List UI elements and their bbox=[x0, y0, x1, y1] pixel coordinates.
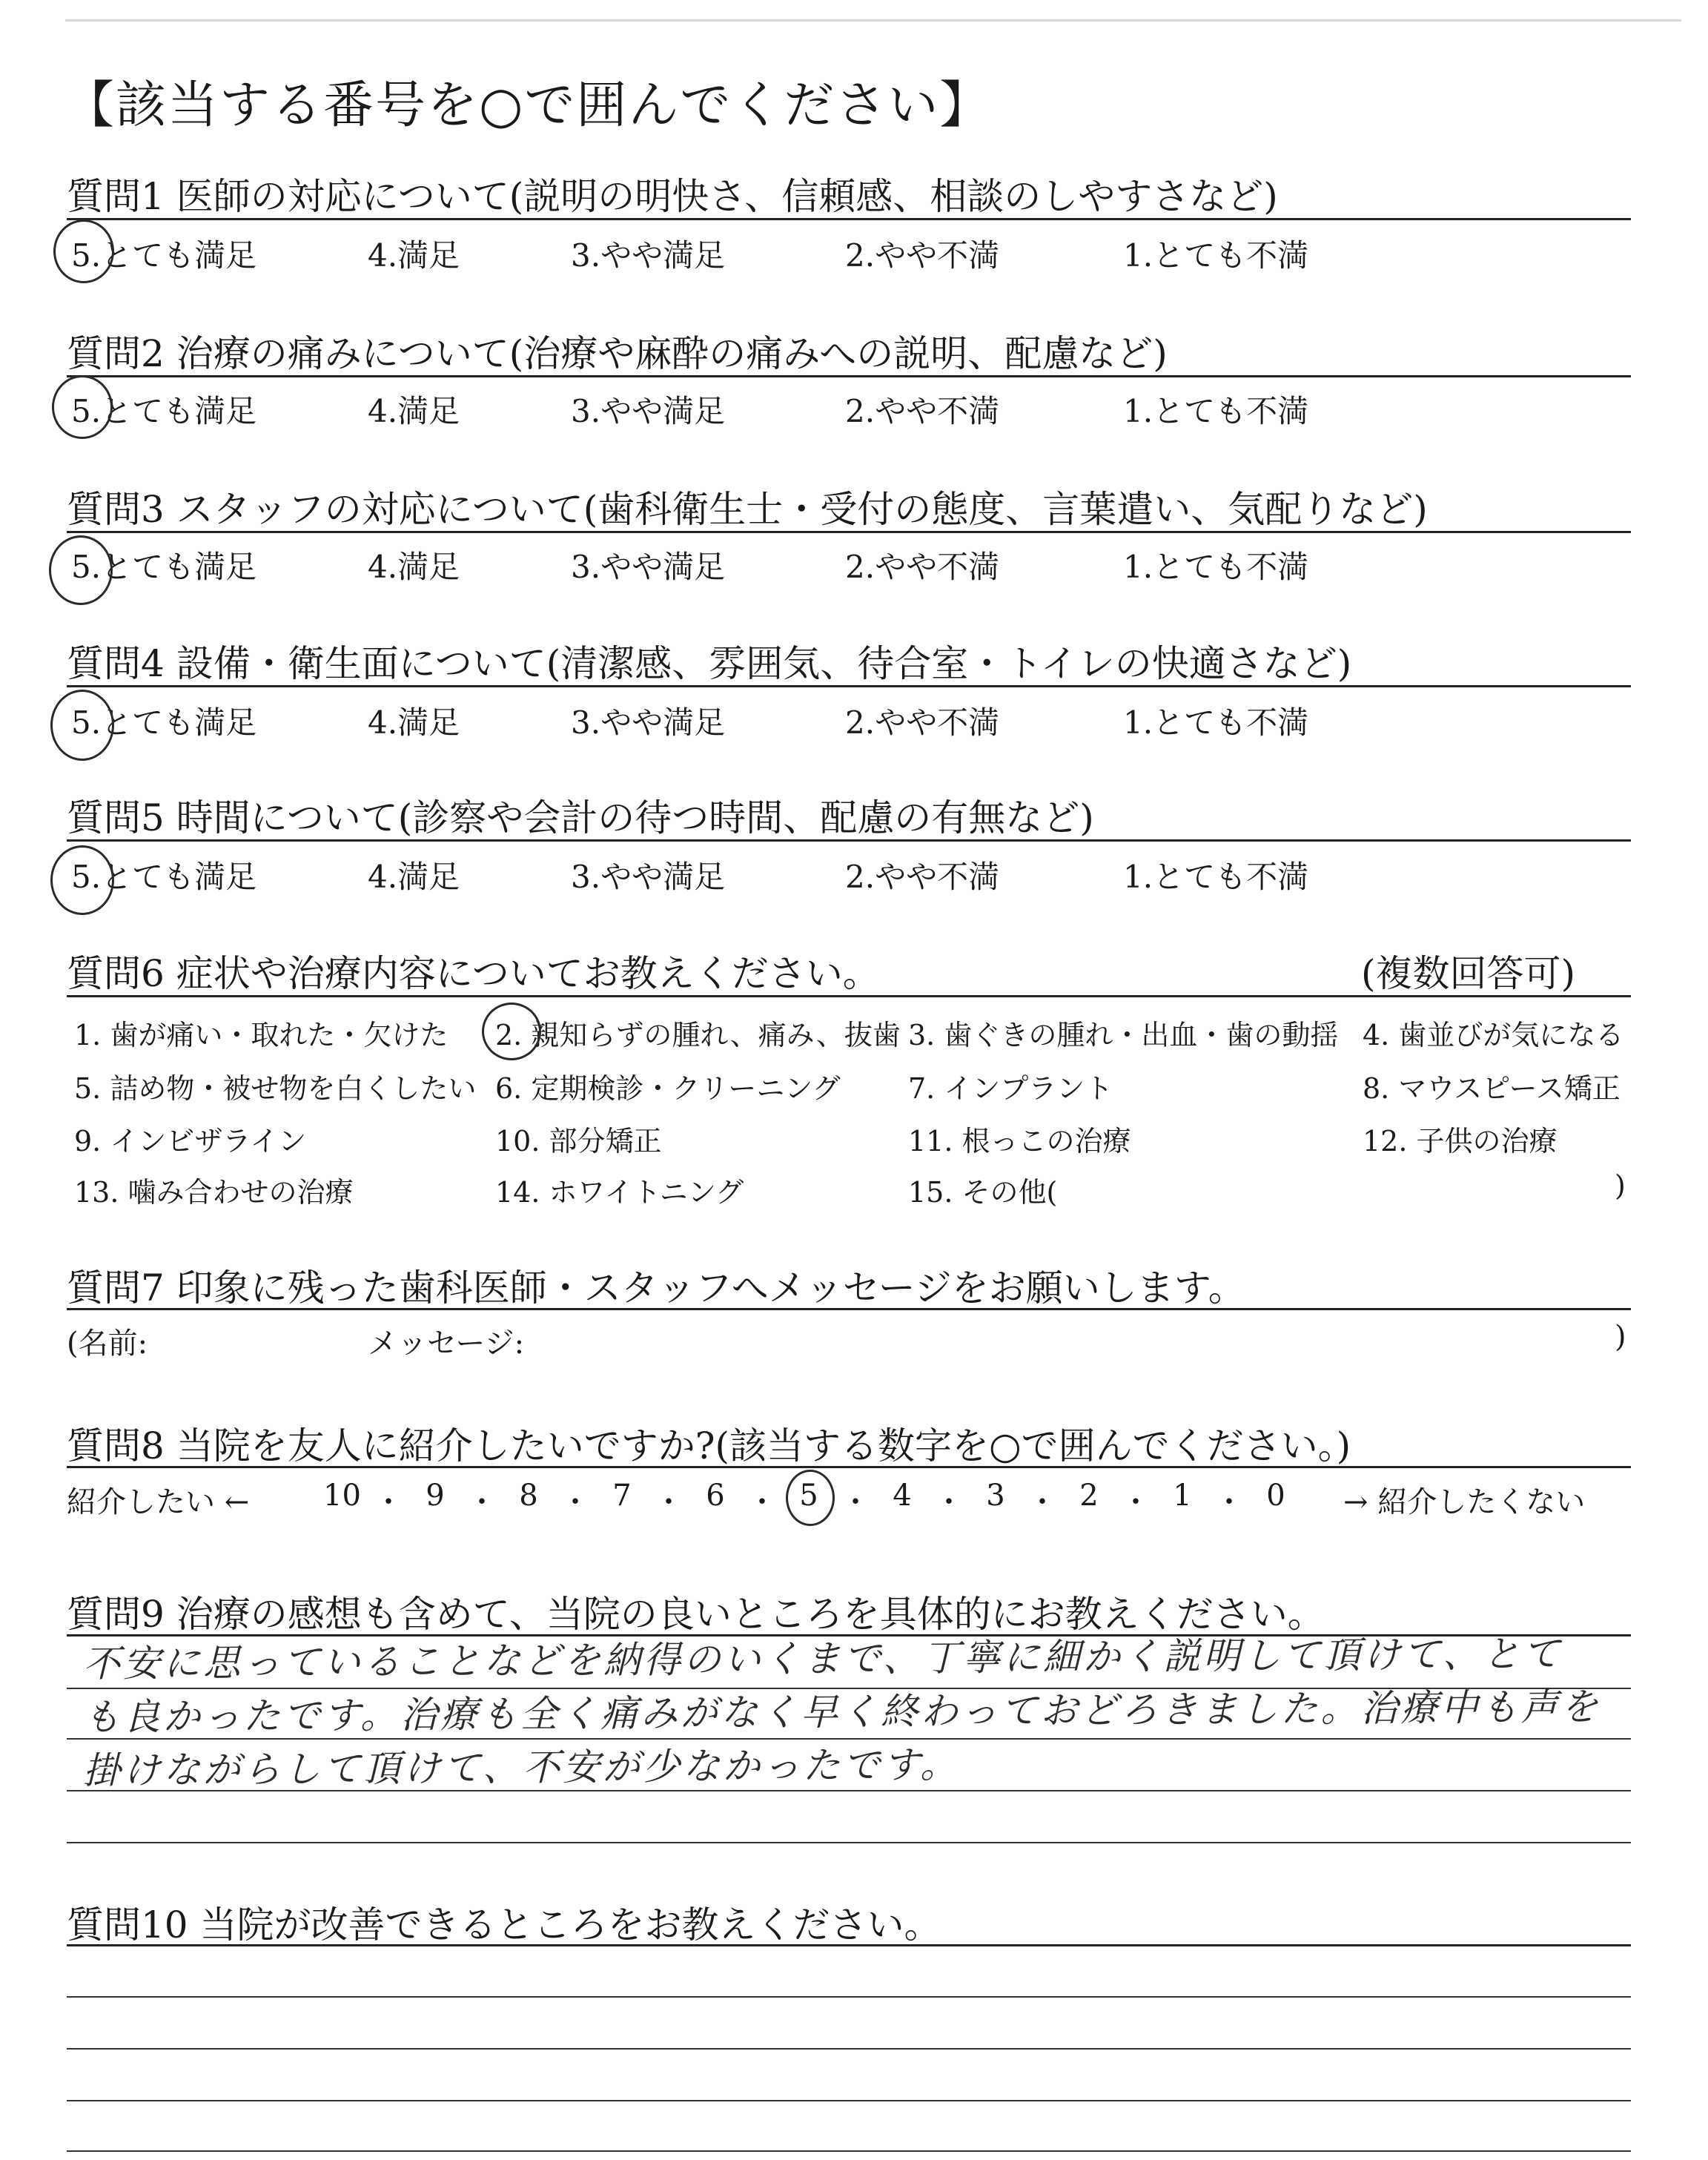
q4-option-3[interactable]: 3.やや満足 bbox=[571, 704, 726, 741]
q8-scale-separator: ・ bbox=[747, 1485, 777, 1519]
q6-item-13[interactable]: 13. 噛み合わせの治療 bbox=[74, 1176, 354, 1209]
q4-title: 質問4 設備・衛生面について(清潔感、雰囲気、待合室・トイレの快適さなど) bbox=[67, 642, 1352, 685]
q5-option-4[interactable]: 4.満足 bbox=[368, 859, 460, 895]
q6-item-2[interactable]: 2. 親知らずの腫れ、痛み、抜歯 bbox=[495, 1019, 901, 1051]
q8-scale-2[interactable]: 2 bbox=[1079, 1479, 1099, 1513]
q6-item-15[interactable]: 15. その他( bbox=[908, 1176, 1058, 1209]
q10-rule-4 bbox=[67, 2100, 1631, 2101]
q4-option-1[interactable]: 1.とても不満 bbox=[1123, 704, 1309, 741]
q4-option-4[interactable]: 4.満足 bbox=[368, 704, 460, 741]
q8-scale-5[interactable]: 5 bbox=[799, 1479, 818, 1513]
q8-rule bbox=[67, 1466, 1631, 1468]
q2-option-5[interactable]: 5.とても満足 bbox=[71, 393, 257, 429]
q8-scale-0[interactable]: 0 bbox=[1266, 1479, 1285, 1513]
q8-scale-7[interactable]: 7 bbox=[612, 1479, 632, 1513]
q8-scale-separator: ・ bbox=[467, 1485, 497, 1519]
q8-right-label: → 紹介したくない bbox=[1343, 1485, 1586, 1519]
q6-title: 質問6 症状や治療内容についてお教えください。 bbox=[67, 952, 880, 995]
q8-answer-circle bbox=[786, 1470, 835, 1526]
q8-scale-6[interactable]: 6 bbox=[706, 1479, 725, 1513]
q3-title: 質問3 スタッフの対応について(歯科衛生士・受付の態度、言葉遣い、気配りなど) bbox=[67, 488, 1428, 531]
q9-answer-line-1: 不安に思っていることなどを納得のいくまで、丁寧に細かく説明して頂けて、とて bbox=[82, 1632, 1563, 1685]
q7-name-label: (名前: bbox=[67, 1327, 148, 1361]
q8-scale-separator: ・ bbox=[1121, 1485, 1151, 1519]
q1-title: 質問1 医師の対応について(説明の明快さ、信頼感、相談のしやすさなど) bbox=[67, 175, 1278, 218]
q1-option-1[interactable]: 1.とても不満 bbox=[1123, 237, 1309, 274]
q2-answer-circle bbox=[52, 375, 113, 439]
q6-answer-circle bbox=[482, 1003, 541, 1060]
q5-answer-circle bbox=[50, 845, 114, 915]
page-title: 【該当する番号を○で囲んでください】 bbox=[64, 76, 992, 135]
q8-scale-10[interactable]: 10 bbox=[323, 1479, 361, 1513]
q6-item-5[interactable]: 5. 詰め物・被せ物を白くしたい bbox=[74, 1072, 477, 1105]
q1-option-2[interactable]: 2.やや不満 bbox=[845, 237, 1000, 274]
q6-item-12[interactable]: 12. 子供の治療 bbox=[1363, 1125, 1558, 1157]
q5-rule bbox=[67, 839, 1631, 842]
q2-option-4[interactable]: 4.満足 bbox=[368, 393, 460, 429]
q3-option-5[interactable]: 5.とても満足 bbox=[71, 549, 257, 585]
q8-scale-separator: ・ bbox=[374, 1485, 403, 1519]
q8-scale-3[interactable]: 3 bbox=[986, 1479, 1005, 1513]
q1-rule bbox=[67, 218, 1631, 220]
q1-option-4[interactable]: 4.満足 bbox=[368, 237, 460, 274]
q4-rule bbox=[67, 685, 1631, 687]
q3-option-4[interactable]: 4.満足 bbox=[368, 549, 460, 585]
q6-item-9[interactable]: 9. インビザライン bbox=[74, 1125, 307, 1157]
q8-scale-separator: ・ bbox=[1214, 1485, 1244, 1519]
q6-other-close-paren: ) bbox=[1615, 1169, 1626, 1202]
q10-rule-1 bbox=[67, 1944, 1631, 1946]
q7-message-label: メッセージ: bbox=[368, 1327, 525, 1361]
q5-option-3[interactable]: 3.やや満足 bbox=[571, 859, 726, 895]
q6-multiple-note: (複数回答可) bbox=[1361, 952, 1576, 995]
q2-option-3[interactable]: 3.やや満足 bbox=[571, 393, 726, 429]
q8-scale-separator: ・ bbox=[1027, 1485, 1057, 1519]
q3-option-2[interactable]: 2.やや不満 bbox=[845, 549, 1000, 585]
q8-scale-separator: ・ bbox=[841, 1485, 870, 1519]
q1-option-5[interactable]: 5.とても満足 bbox=[71, 237, 257, 274]
q6-item-11[interactable]: 11. 根っこの治療 bbox=[908, 1125, 1131, 1157]
q2-rule bbox=[67, 375, 1631, 377]
q4-answer-circle bbox=[50, 690, 114, 761]
q8-scale-4[interactable]: 4 bbox=[893, 1479, 912, 1513]
q5-title: 質問5 時間について(診察や会計の待つ時間、配慮の有無など) bbox=[67, 796, 1094, 839]
q2-option-1[interactable]: 1.とても不満 bbox=[1123, 393, 1309, 429]
q8-scale-separator: ・ bbox=[934, 1485, 964, 1519]
q6-item-1[interactable]: 1. 歯が痛い・取れた・欠けた bbox=[74, 1019, 448, 1051]
q1-option-3[interactable]: 3.やや満足 bbox=[571, 237, 726, 274]
q8-left-label: 紹介したい ← bbox=[67, 1485, 250, 1519]
q3-option-1[interactable]: 1.とても不満 bbox=[1123, 549, 1309, 585]
q6-item-6[interactable]: 6. 定期検診・クリーニング bbox=[495, 1072, 841, 1105]
q6-rule bbox=[67, 995, 1631, 997]
q10-rule-5 bbox=[67, 2150, 1631, 2152]
q4-option-2[interactable]: 2.やや不満 bbox=[845, 704, 1000, 741]
q6-item-7[interactable]: 7. インプラント bbox=[908, 1072, 1113, 1105]
q2-option-2[interactable]: 2.やや不満 bbox=[845, 393, 1000, 429]
q9-answer-line-2: も良かったです。治療も全く痛みがなく早く終わっておどろきました。治療中も声を bbox=[82, 1685, 1601, 1739]
q9-title: 質問9 治療の感想も含めて、当院の良いところを具体的にお教えください。 bbox=[67, 1593, 1325, 1636]
q10-rule-2 bbox=[67, 1996, 1631, 1998]
q8-title: 質問8 当院を友人に紹介したいですか?(該当する数字を○で囲んでください。) bbox=[67, 1424, 1351, 1467]
q9-rule-5 bbox=[67, 1842, 1631, 1843]
q5-option-1[interactable]: 1.とても不満 bbox=[1123, 859, 1309, 895]
q6-item-14[interactable]: 14. ホワイトニング bbox=[495, 1176, 744, 1209]
q7-rule bbox=[67, 1308, 1631, 1310]
q6-item-10[interactable]: 10. 部分矯正 bbox=[495, 1125, 662, 1157]
q10-title: 質問10 当院が改善できるところをお教えください。 bbox=[67, 1903, 941, 1946]
q6-item-8[interactable]: 8. マウスピース矯正 bbox=[1363, 1072, 1621, 1105]
q3-answer-circle bbox=[49, 535, 113, 605]
q8-scale-1[interactable]: 1 bbox=[1173, 1479, 1192, 1513]
q8-scale-8[interactable]: 8 bbox=[519, 1479, 538, 1513]
q1-answer-circle bbox=[53, 219, 114, 283]
q10-rule-3 bbox=[67, 2048, 1631, 2050]
q8-scale-separator: ・ bbox=[654, 1485, 683, 1519]
q3-option-3[interactable]: 3.やや満足 bbox=[571, 549, 726, 585]
q5-option-5[interactable]: 5.とても満足 bbox=[71, 859, 257, 895]
q8-scale-9[interactable]: 9 bbox=[426, 1479, 445, 1513]
q6-item-3[interactable]: 3. 歯ぐきの腫れ・出血・歯の動揺 bbox=[908, 1019, 1339, 1051]
q4-option-5[interactable]: 5.とても満足 bbox=[71, 704, 257, 741]
q2-title: 質問2 治療の痛みについて(治療や麻酔の痛みへの説明、配慮など) bbox=[67, 332, 1168, 375]
q5-option-2[interactable]: 2.やや不満 bbox=[845, 859, 1000, 895]
q6-item-4[interactable]: 4. 歯並びが気になる bbox=[1363, 1019, 1624, 1051]
q7-close-paren: ) bbox=[1615, 1320, 1626, 1354]
q9-answer-line-3: 掛けながらして頂けて、不安が少なかったです。 bbox=[82, 1743, 961, 1792]
q7-title: 質問7 印象に残った歯科医師・スタッフへメッセージをお願いします。 bbox=[67, 1266, 1245, 1309]
q8-scale-separator: ・ bbox=[560, 1485, 590, 1519]
top-rule bbox=[65, 19, 1681, 22]
q3-rule bbox=[67, 531, 1631, 533]
